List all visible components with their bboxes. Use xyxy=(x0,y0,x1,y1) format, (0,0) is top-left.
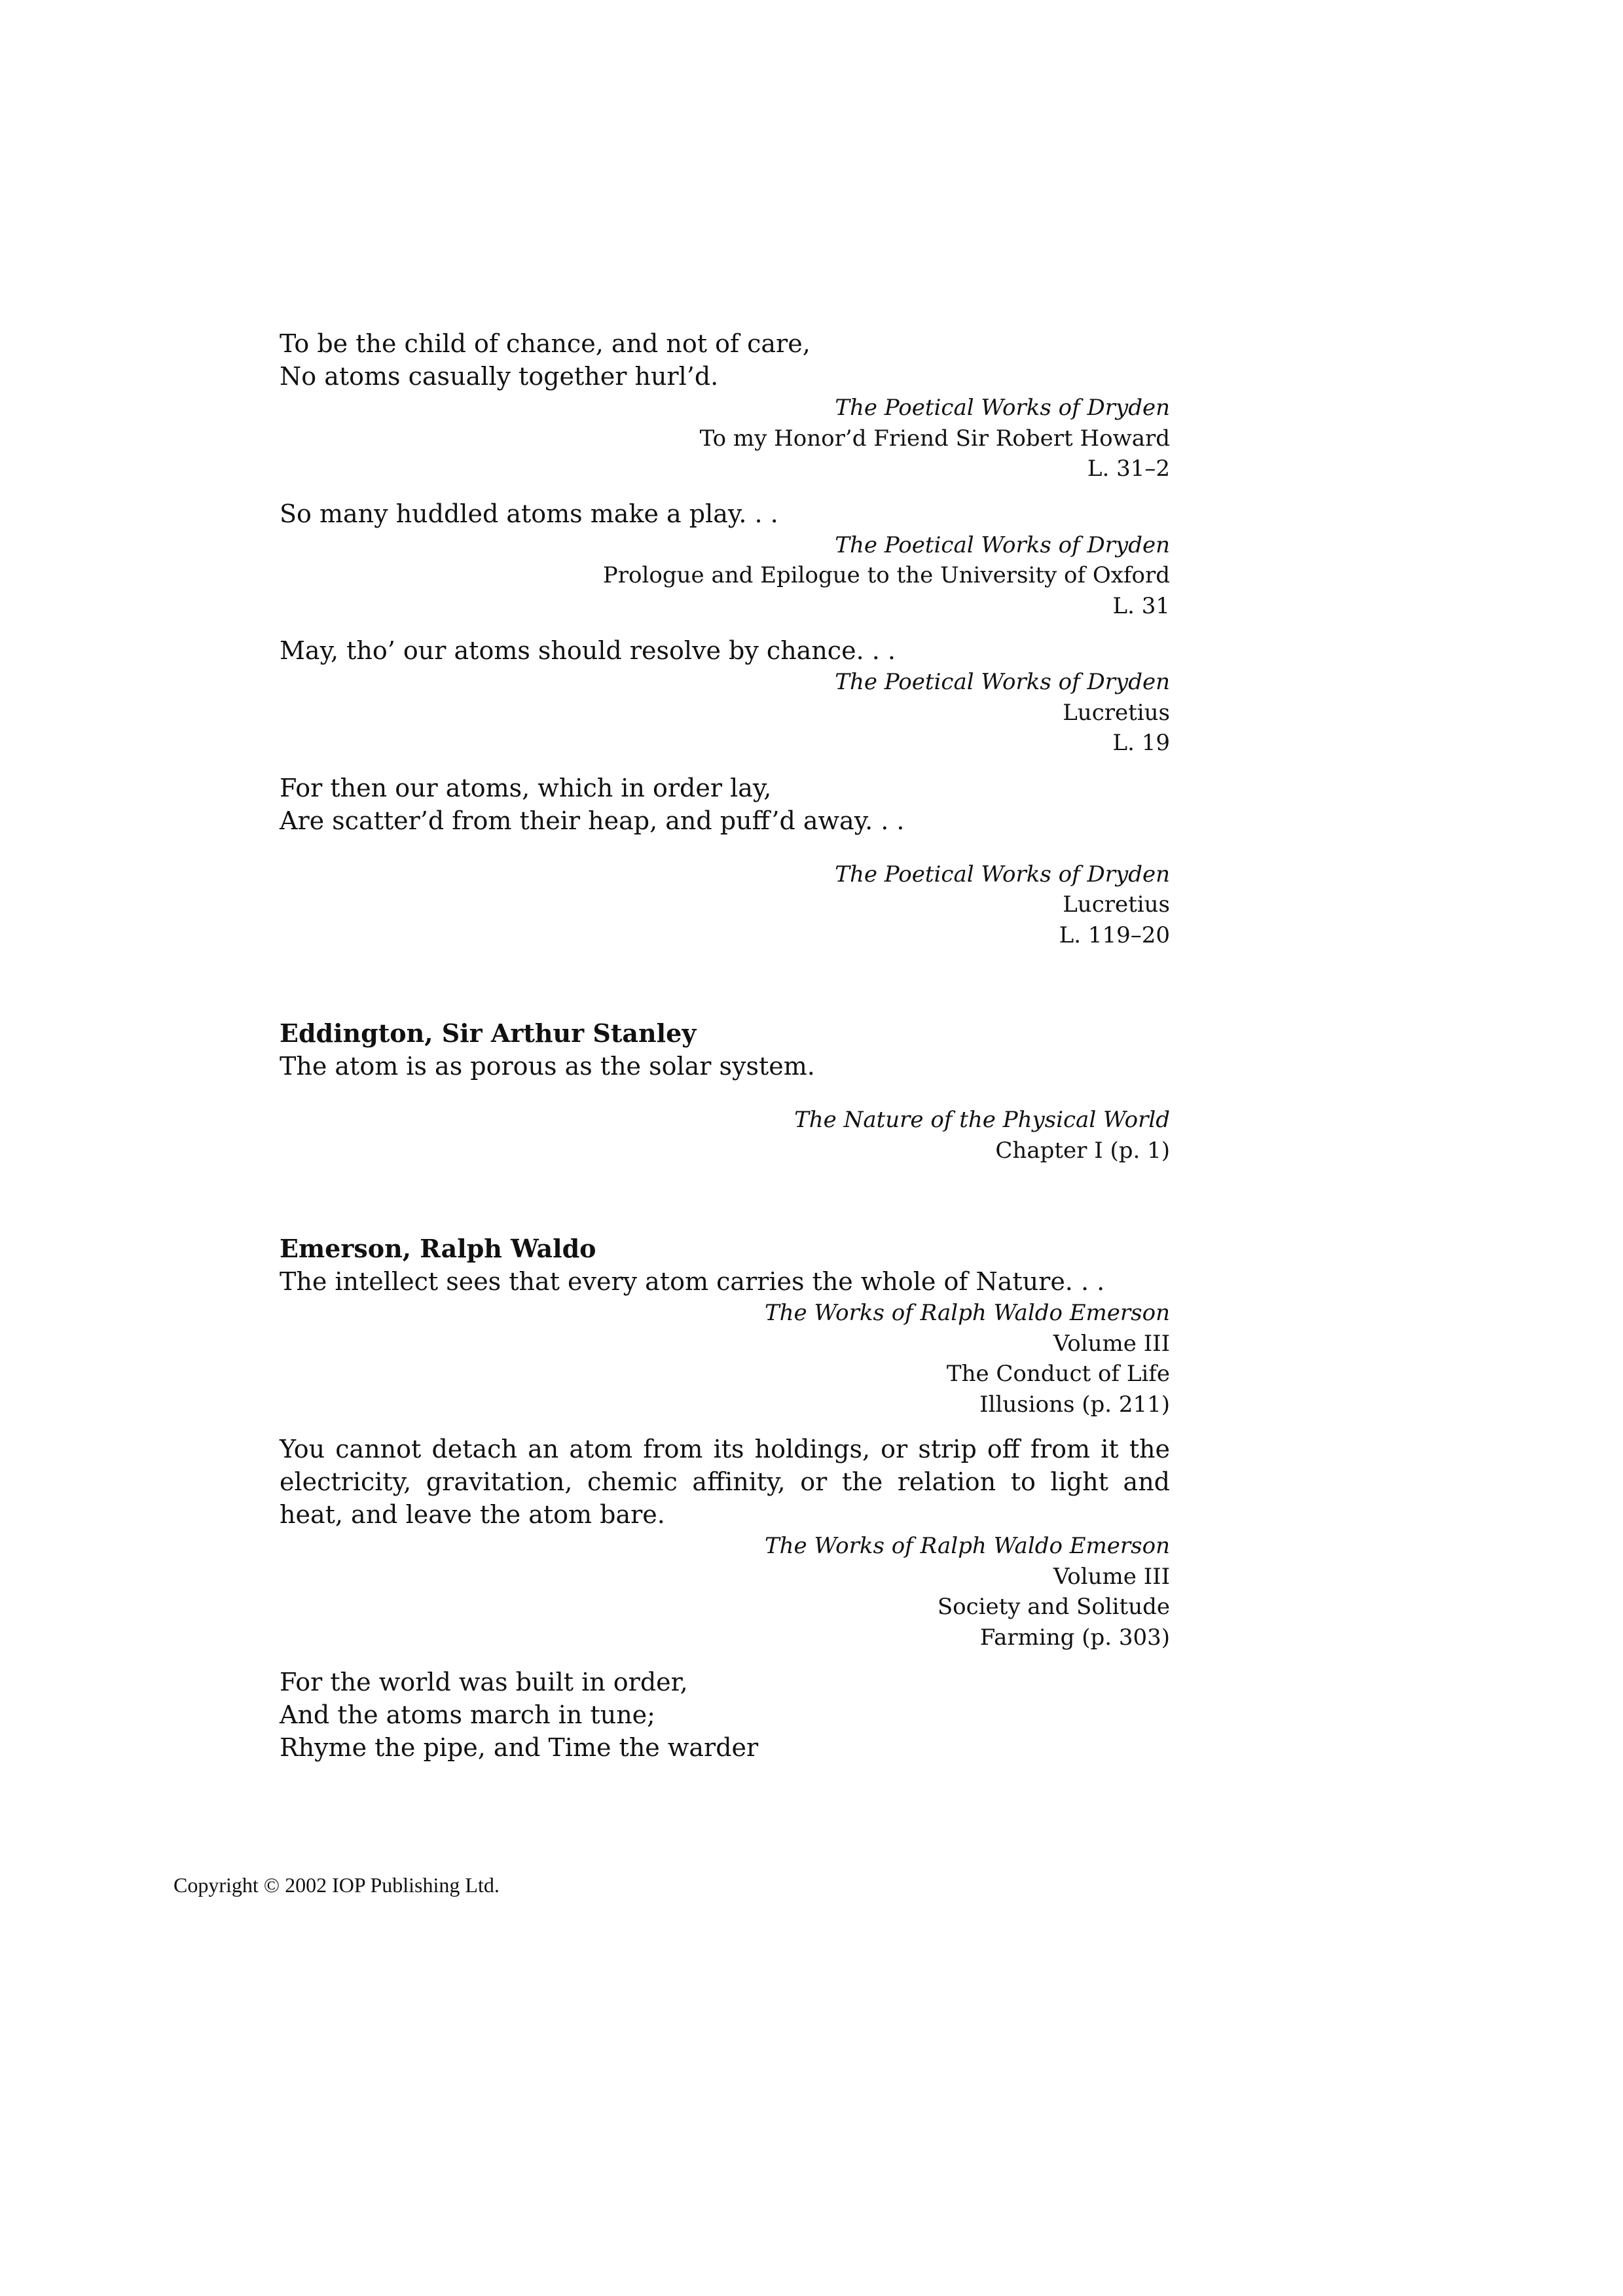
source-citation xyxy=(280,859,1170,951)
source-line: L. 19 xyxy=(1112,730,1170,756)
quote-line: So many huddled atoms make a play. . . xyxy=(280,499,778,528)
quote-line: To be the child of chance, and not of care, xyxy=(280,329,811,358)
source-line: L. 31–2 xyxy=(1087,456,1170,482)
source-title: The Poetical Works of Dryden xyxy=(835,531,1170,558)
source-line: Volume III xyxy=(1053,1563,1170,1590)
source-citation xyxy=(280,530,1170,622)
source-line: Illusions (p. 211) xyxy=(979,1391,1170,1418)
source-citation xyxy=(280,1105,1170,1166)
source-line: Farming (p. 303) xyxy=(979,1624,1170,1651)
quote-line: May, tho’ our atoms should resolve by chance. . . xyxy=(280,636,896,665)
source-title: The Nature of the Physical World xyxy=(794,1107,1170,1133)
source-line: L. 31 xyxy=(1112,592,1170,619)
source-line: Society and Solitude xyxy=(937,1594,1170,1620)
source-line: Chapter I (p. 1) xyxy=(995,1137,1170,1164)
source-title: The Poetical Works of Dryden xyxy=(835,861,1170,888)
quote-line: Rhyme the pipe, and Time the warder xyxy=(280,1733,759,1762)
quote-line: The intellect sees that every atom carries the whole of Nature. . . xyxy=(280,1267,1105,1296)
author-heading: Emerson, Ralph Waldo xyxy=(280,1234,596,1263)
source-line: Lucretius xyxy=(1063,699,1170,726)
quote-line: The atom is as porous as the solar system. xyxy=(280,1052,815,1081)
quote-paragraph: You cannot detach an atom from its holdings, or strip off from it the electricity, gravitation, chemic affinity, or the relation to light and heat, and leave the atom bare. xyxy=(280,1435,1170,1529)
author-heading: Eddington, Sir Arthur Stanley xyxy=(280,1018,697,1048)
quote-line: Are scatter’d from their heap, and puff’d away. . . xyxy=(280,806,905,835)
source-title: The Works of Ralph Waldo Emerson xyxy=(764,1300,1170,1326)
source-title: The Poetical Works of Dryden xyxy=(835,669,1170,695)
source-line: To my Honor’d Friend Sir Robert Howard xyxy=(699,425,1170,452)
source-title: The Works of Ralph Waldo Emerson xyxy=(764,1533,1170,1559)
source-title: The Poetical Works of Dryden xyxy=(835,395,1170,421)
source-citation xyxy=(280,667,1170,759)
source-citation xyxy=(280,1531,1170,1653)
source-line: Prologue and Epilogue to the University of Oxford xyxy=(602,562,1170,588)
quote-line: And the atoms march in tune; xyxy=(280,1700,655,1729)
quote-line: For the world was built in order, xyxy=(280,1668,688,1696)
source-line: The Conduct of Life xyxy=(946,1361,1170,1387)
quote-line: For then our atoms, which in order lay, xyxy=(280,773,772,802)
source-line: Lucretius xyxy=(1063,891,1170,918)
source-line: L. 119–20 xyxy=(1059,922,1170,948)
source-citation xyxy=(280,393,1170,484)
quote-line: No atoms casually together hurl’d. xyxy=(280,362,719,391)
source-line: Volume III xyxy=(1053,1330,1170,1357)
copyright-notice: Copyright © 2002 IOP Publishing Ltd. xyxy=(173,1873,500,1897)
source-citation xyxy=(280,1298,1170,1420)
quotation-column xyxy=(280,327,1170,1764)
